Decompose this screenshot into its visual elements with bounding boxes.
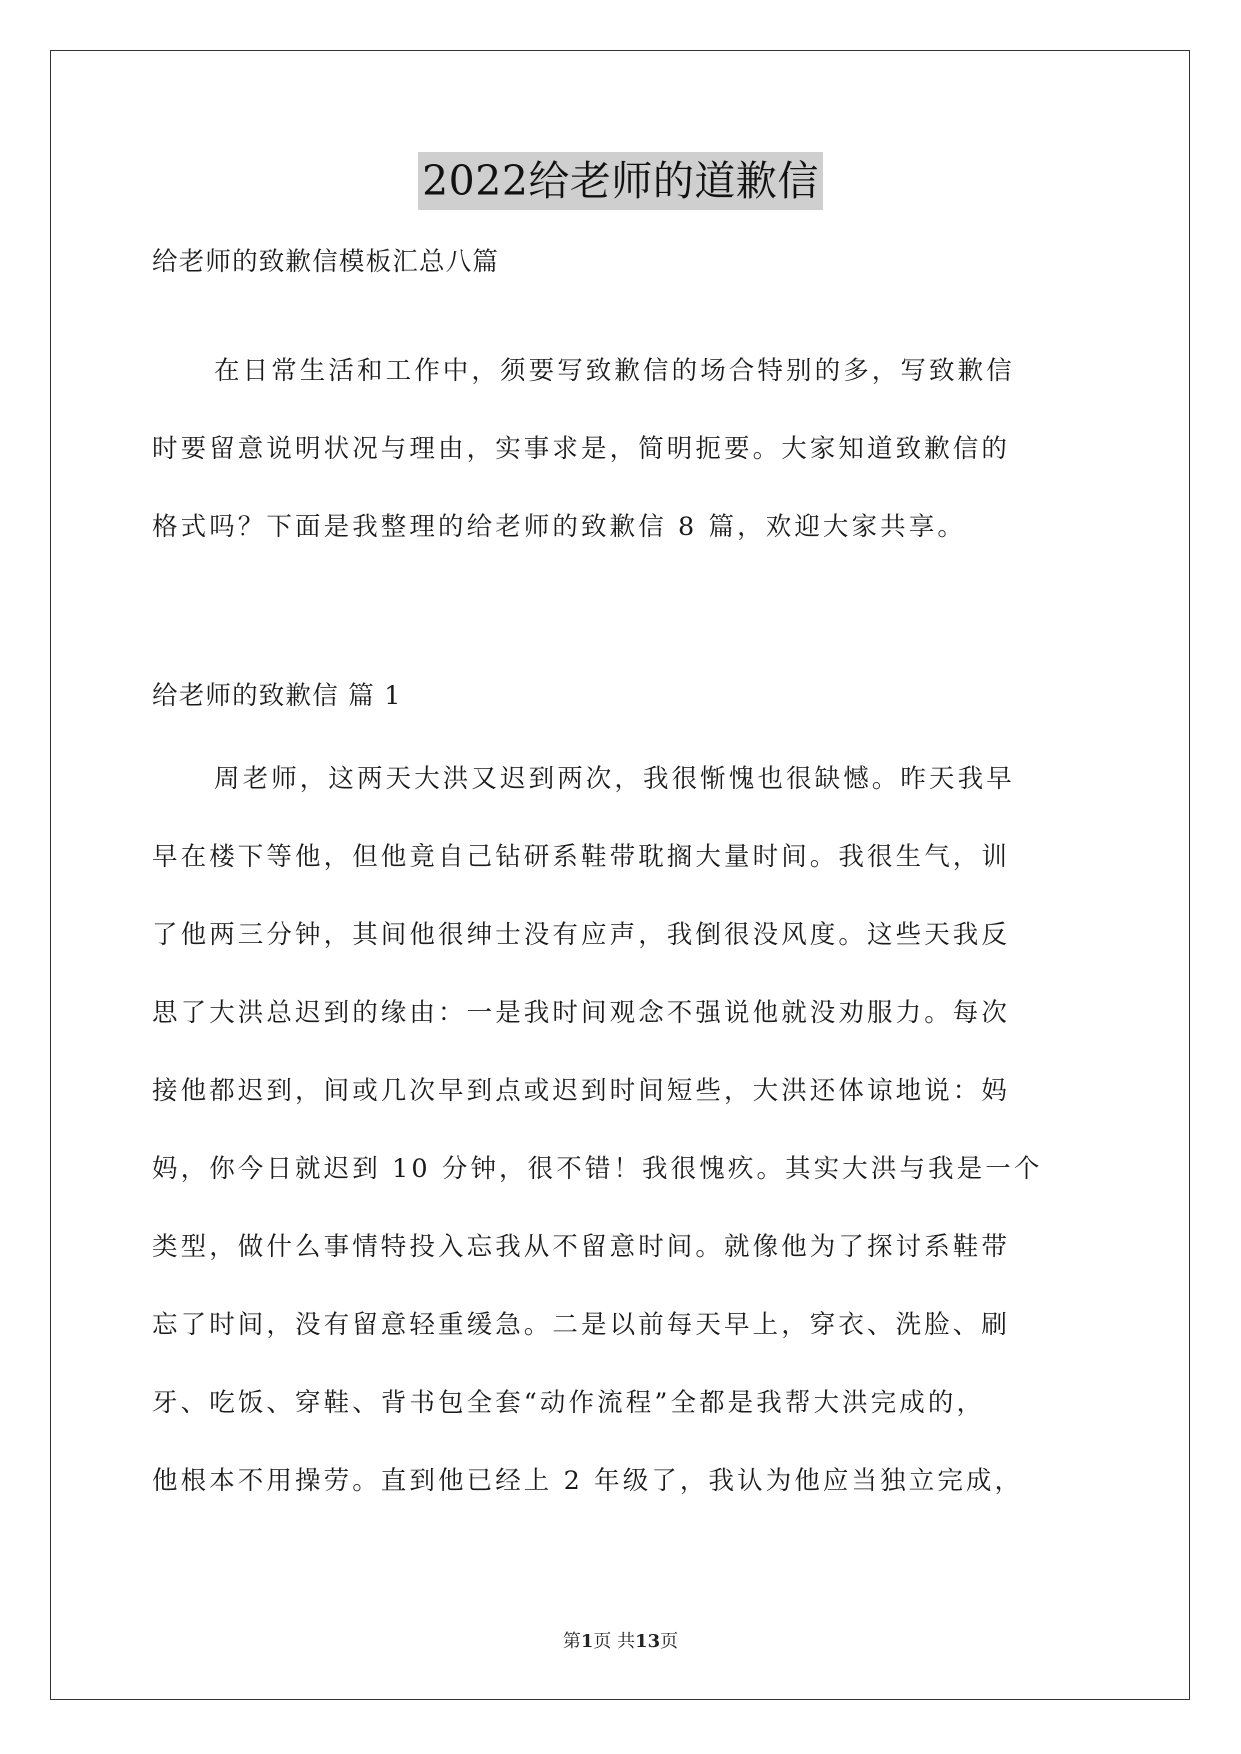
total-page-number: 13 xyxy=(635,1631,661,1652)
body-line: 接他都迟到，间或几次早到点或迟到时间短些，大洪还体谅地说：妈 xyxy=(152,1076,1011,1106)
intro-line: 时要留意说明状况与理由，实事求是，简明扼要。大家知道致歉信的 xyxy=(152,434,1011,464)
title-container xyxy=(0,152,1241,210)
body-line: 牙、吃饭、穿鞋、背书包全套“动作流程”全都是我帮大洪完成的， xyxy=(152,1388,986,1418)
current-page-number: 1 xyxy=(580,1631,594,1652)
intro-line: 格式吗？下面是我整理的给老师的致歉信 8 篇，欢迎大家共享。 xyxy=(152,512,966,542)
intro-paragraph xyxy=(152,332,1088,566)
body-line: 了他两三分钟，其间他很绅士没有应声，我倒很没风度。这些天我反 xyxy=(152,920,1011,950)
document-subtitle: 给老师的致歉信模板汇总八篇 xyxy=(152,247,500,277)
body-line: 思了大洪总迟到的缘由：一是我时间观念不强说他就没劝服力。每次 xyxy=(152,998,1011,1028)
body-line: 类型，做什么事情特投入忘我从不留意时间。就像他为了探讨系鞋带 xyxy=(152,1232,1011,1262)
intro-line: 在日常生活和工作中，须要写致歉信的场合特别的多，写致歉信 xyxy=(214,356,1015,386)
body-line: 早在楼下等他，但他竟自己钻研系鞋带耽搁大量时间。我很生气，训 xyxy=(152,842,1011,872)
body-line: 周老师，这两天大洪又迟到两次，我很惭愧也很缺憾。昨天我早 xyxy=(214,764,1015,794)
body-paragraph xyxy=(152,740,1088,1520)
page-prefix: 第 xyxy=(562,1631,581,1652)
page-footer xyxy=(0,1630,1241,1654)
body-line: 妈，你今日就迟到 10 分钟，很不错！我很愧疚。其实大洪与我是一个 xyxy=(152,1154,1043,1184)
page-suffix: 页 xyxy=(660,1631,679,1652)
section-heading: 给老师的致歉信 篇 1 xyxy=(152,681,402,711)
body-line: 忘了时间，没有留意轻重缓急。二是以前每天早上，穿衣、洗脸、刷 xyxy=(152,1310,1011,1340)
document-title: 2022给老师的道歉信 xyxy=(418,152,823,210)
body-line: 他根本不用操劳。直到他已经上 2 年级了，我认为他应当独立完成， xyxy=(152,1466,1024,1496)
page-mid-text: 页 共 xyxy=(593,1631,636,1652)
